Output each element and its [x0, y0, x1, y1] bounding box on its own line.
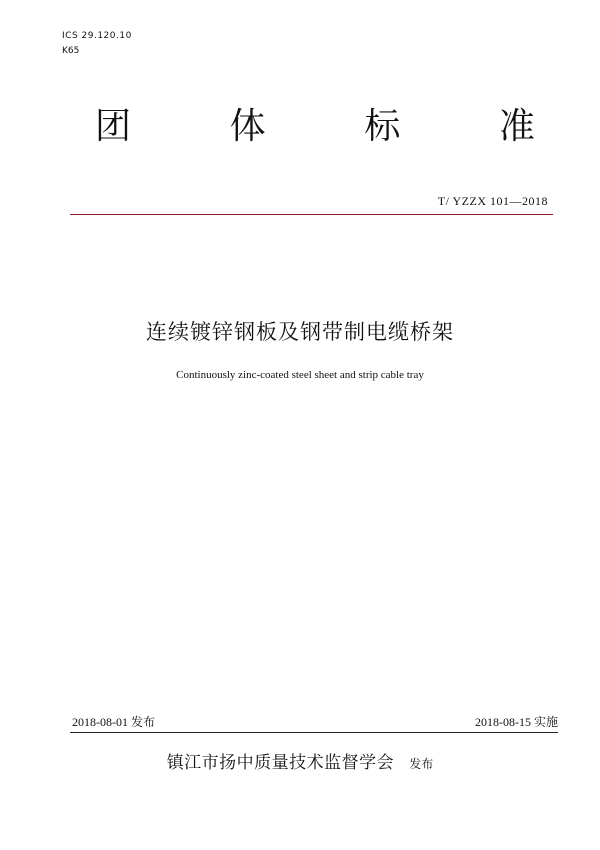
red-divider	[70, 214, 553, 215]
standard-number: T/ YZZX 101—2018	[437, 194, 548, 208]
bottom-divider	[70, 732, 558, 733]
ics-code: ICS 29.120.10	[62, 31, 132, 41]
category-char-4: 准	[498, 105, 535, 147]
document-title-zh: 连续镀锌钢板及钢带制电缆桥架	[146, 320, 454, 344]
category-char-2: 体	[229, 105, 266, 147]
ccs-code: K65	[62, 46, 80, 56]
publisher-org: 镇江市扬中质量技术监督学会	[166, 753, 395, 773]
publisher	[0, 748, 600, 773]
implement-date: 2018-08-15 实施	[475, 715, 558, 729]
document-title-en: Continuously zinc-coated steel sheet and strip cable tray	[176, 369, 424, 381]
publish-date: 2018-08-01 发布	[72, 715, 155, 729]
publisher-suffix: 发布	[409, 757, 434, 771]
category-char-1: 团	[95, 105, 132, 147]
standard-category-title	[95, 98, 535, 148]
category-char-3: 标	[364, 105, 401, 147]
